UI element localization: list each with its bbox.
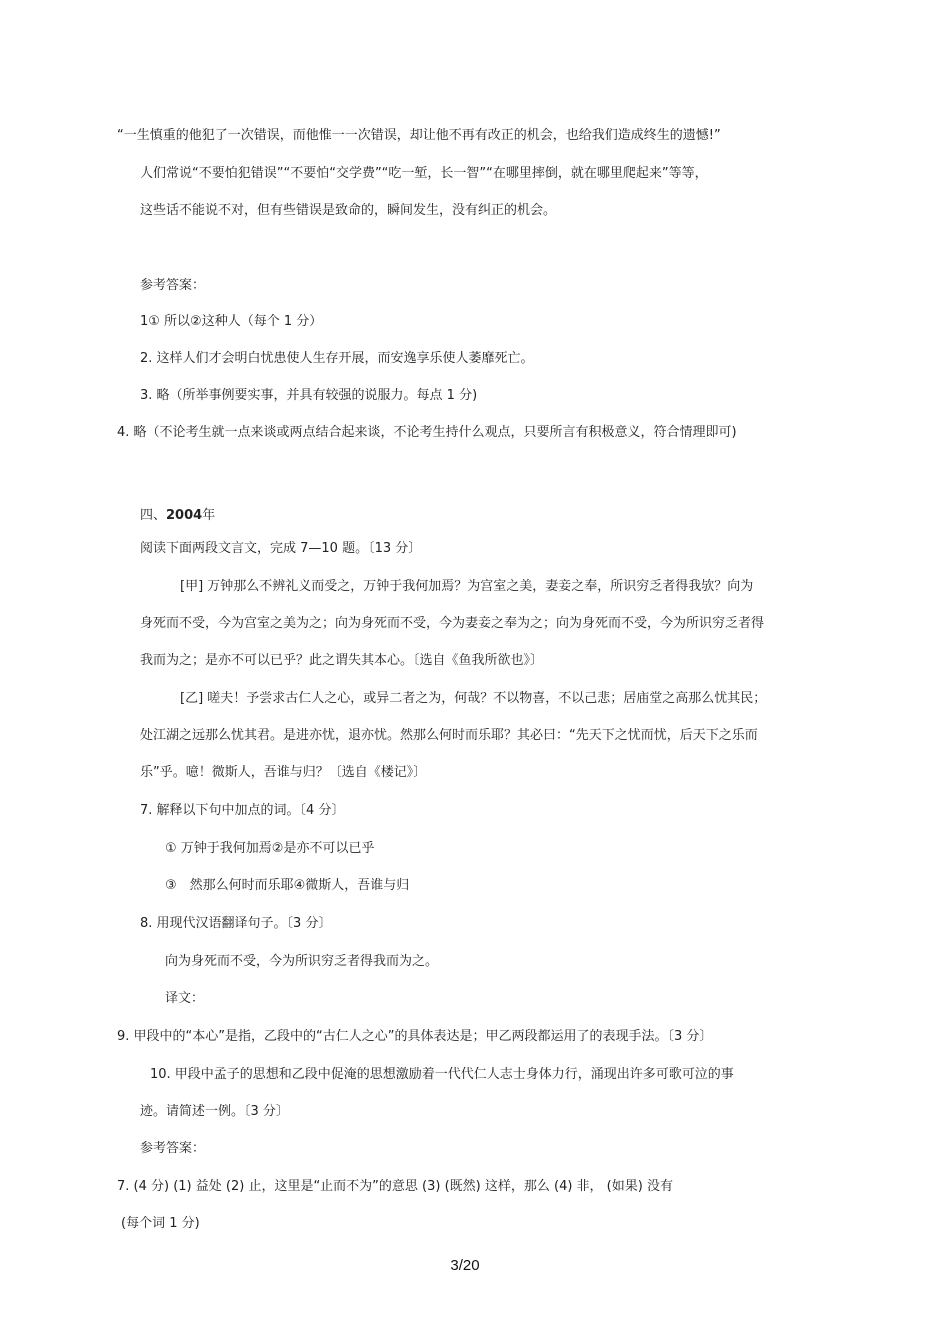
question-sub: 译文：: [165, 991, 205, 1006]
passage-line: [乙] 嗟夫！予尝求古仁人之心，或异二者之为，何哉？不以物喜，不以己悲；居庙堂之高那么忧其民；: [180, 691, 767, 706]
answer-item: 2. 这样人们才会明白忧患使人生存开展，而安逸享乐使人萎靡死亡。: [140, 351, 534, 366]
answer-item: 7. (4 分) (1) 益处 (2) 止，这里是“止而不为”的意思 (3) (既然) 这样，那么 (4) 非， (如果) 没有: [117, 1179, 673, 1194]
section-heading: [140, 507, 215, 525]
answer-item: 3. 略（所举事例要实事，并具有较强的说服力。每点 1 分): [140, 388, 478, 403]
page-number: 3/20: [450, 1257, 480, 1274]
passage-line: [甲] 万钟那么不辨礼义而受之，万钟于我何加焉？为宫室之美，妻妾之奉，所识穷乏者得我欤？向为: [180, 579, 754, 594]
answer-item: (每个词 1 分): [121, 1216, 200, 1231]
section-number: 四、: [140, 508, 167, 523]
passage-line: 我而为之；是亦不可以已乎？此之谓失其本心。〔选自《鱼我所欲也》〕: [140, 653, 544, 668]
passage-line: 乐”乎。噫！微斯人，吾谁与归？〔选自《楼记》〕: [140, 765, 427, 780]
question: 7. 解释以下句中加点的词。〔4 分〕: [140, 803, 345, 818]
question: 迹。请简述一例。〔3 分〕: [140, 1104, 289, 1119]
text-line: 人们常说“不要怕犯错误”“不要怕“交学费”“吃一堑，长一智”“在哪里摔倒，就在哪里爬起来”等等，: [140, 166, 708, 181]
question: 9. 甲段中的“本心”是指，乙段中的“古仁人之心”的具体表达是；甲乙两段都运用了的表现手法。〔3 分〕: [117, 1029, 713, 1044]
section-year: 2004: [166, 508, 203, 523]
question: 10. 甲段中孟子的思想和乙段中促淹的思想激励着一代代仁人志士身体力行，涌现出许多可歌可泣的事: [150, 1067, 734, 1082]
passage-line: 身死而不受，今为宫室之美为之；向为身死而不受，今为妻妾之奉为之；向为身死而不受，今为所识穷乏者得: [140, 616, 765, 631]
answer-heading: 参考答案：: [140, 278, 206, 293]
question: 8. 用现代汉语翻译句子。〔3 分〕: [140, 916, 332, 931]
question-sub: 向为身死而不受，今为所识穷乏者得我而为之。: [165, 954, 439, 969]
question-sub: ③ 然那么何时而乐耶④微斯人，吾谁与归: [165, 878, 410, 893]
question-sub: ① 万钟于我何加焉②是亦不可以已乎: [165, 841, 375, 856]
section-year-suffix: 年: [202, 508, 216, 523]
passage-line: 处江湖之远那么忧其君。是进亦忧，退亦忧。然那么何时而乐耶？其必曰：“先天下之忧而忧，后天下之乐而: [140, 728, 758, 743]
answer-heading: 参考答案：: [140, 1141, 206, 1156]
answer-item: 4. 略（不论考生就一点来谈或两点结合起来谈，不论考生持什么观点，只要所言有积极意义，符合情理即可): [117, 425, 737, 440]
text-line: 这些话不能说不对，但有些错误是致命的，瞬间发生，没有纠正的机会。: [140, 203, 557, 218]
answer-item: 1① 所以②这种人（每个 1 分）: [140, 314, 323, 329]
text-line: “一生慎重的他犯了一次错误，而他惟一一次错误，却让他不再有改正的机会，也给我们造成终生的遗憾!”: [117, 128, 721, 143]
instruction: 阅读下面两段文言文，完成 7—10 题。〔13 分〕: [140, 541, 422, 556]
